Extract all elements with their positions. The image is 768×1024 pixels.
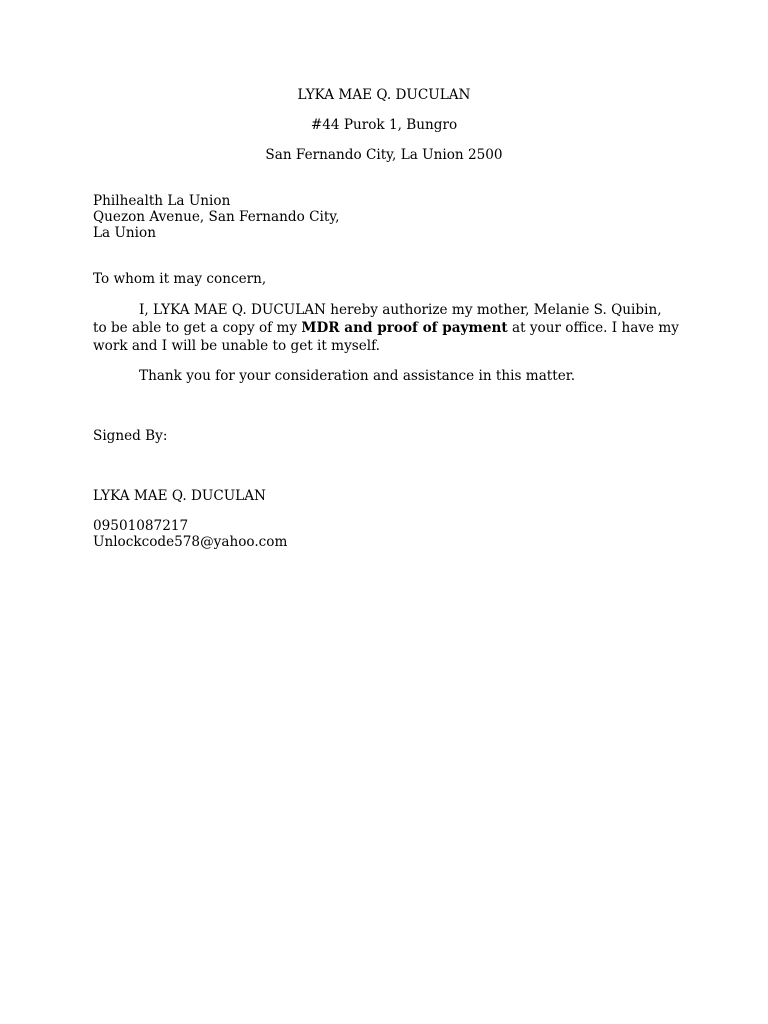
- recipient-line2: Quezon Avenue, San Fernando City,: [93, 209, 340, 225]
- sender-address-line2: San Fernando City, La Union 2500: [265, 147, 503, 163]
- para1-line1: I, LYKA MAE Q. DUCULAN hereby authorize my mother, Melanie S. Quibin,: [139, 302, 662, 318]
- para1-line2-post: at your office. I have my: [507, 320, 679, 336]
- signer-email: Unlockcode578@yahoo.com: [93, 534, 288, 550]
- para2-text: Thank you for your consideration and assistance in this matter.: [139, 368, 576, 384]
- body-paragraph-2: [93, 367, 683, 385]
- salutation: To whom it may concern,: [93, 271, 267, 287]
- body-paragraph-1: [93, 301, 683, 355]
- signer-name: LYKA MAE Q. DUCULAN: [93, 488, 266, 504]
- para1-line3: work and I will be unable to get it myself.: [93, 338, 380, 354]
- para1-line2-pre: to be able to get a copy of my: [93, 320, 302, 336]
- sender-address-line1: #44 Purok 1, Bungro: [310, 117, 458, 133]
- signer-phone: 09501087217: [93, 518, 189, 534]
- recipient-line3: La Union: [93, 225, 156, 241]
- recipient-line1: Philhealth La Union: [93, 193, 231, 209]
- recipient-address: [93, 193, 683, 241]
- signed-by-label: Signed By:: [93, 428, 168, 444]
- contact-info: [93, 518, 683, 550]
- para1-line2-bold: MDR and proof of payment: [301, 320, 508, 336]
- sender-name: LYKA MAE Q. DUCULAN: [297, 87, 471, 103]
